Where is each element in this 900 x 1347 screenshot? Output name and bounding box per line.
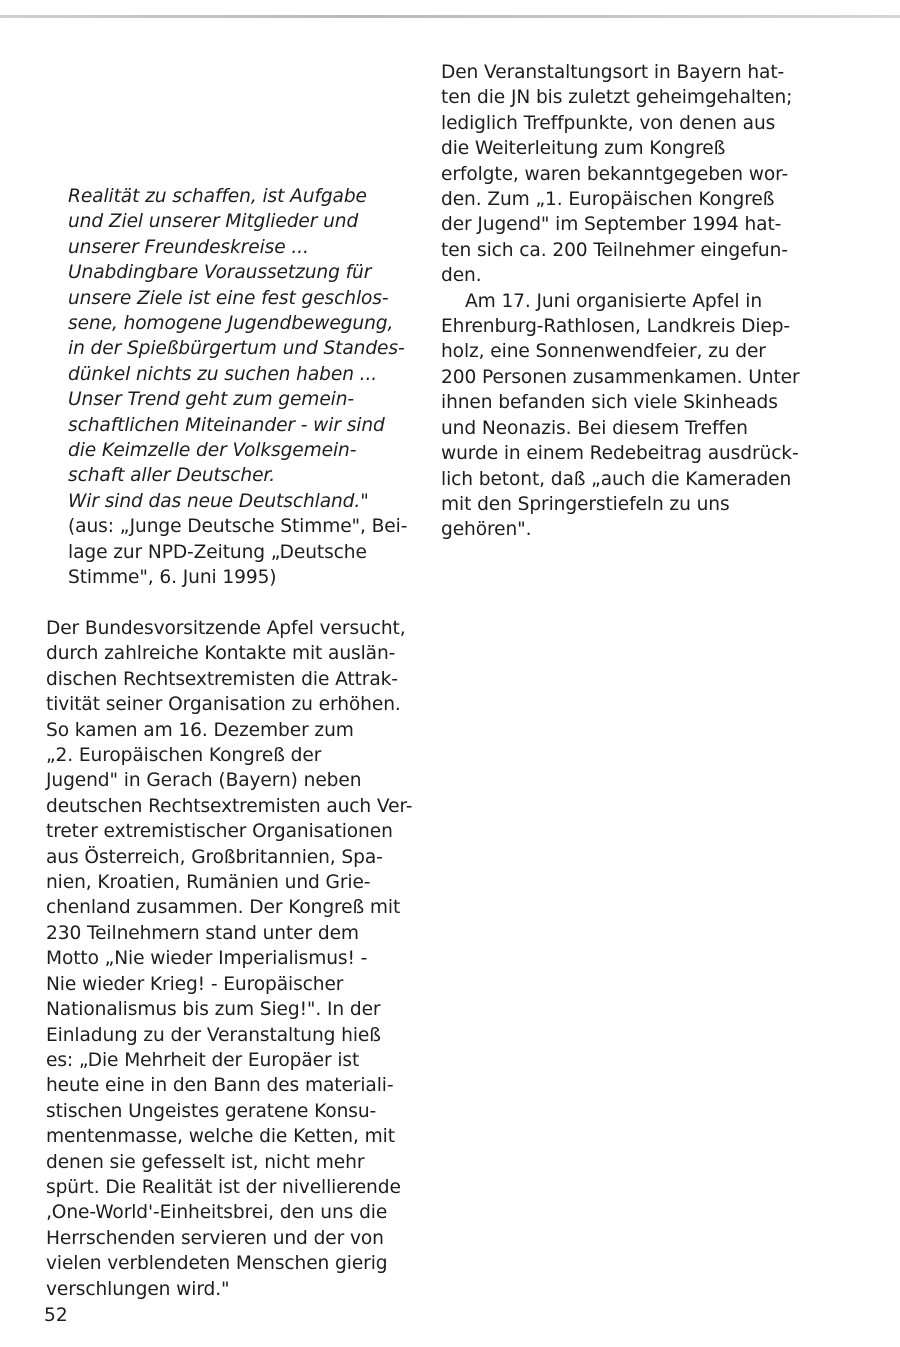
body-line: denen sie gefesselt ist, nicht mehr [46,1151,365,1173]
body-line: 200 Personen zusammenkamen. Unter [441,366,800,388]
body-line: tivität seiner Organisation zu erhöhen. [46,694,401,716]
body-line: den. [441,265,482,287]
body-line: Motto „Nie wieder Imperialismus! - [46,948,368,970]
body-line: mentenmasse, welche die Ketten, mit [46,1126,395,1148]
body-line: So kamen am 16. Dezember zum [46,719,354,741]
quote-line: dünkel nichts zu suchen haben ... [68,363,378,385]
quote-source-line: (aus: „Junge Deutsche Stimme", Bei- [68,516,408,538]
quote-line: Unser Trend geht zum gemein- [68,389,355,411]
quote-source-line: Stimme", 6. Juni 1995) [68,567,277,589]
body-line: und Neonazis. Bei diesem Treffen [441,417,748,439]
body-line: nien, Kroatien, Rumänien und Grie- [46,872,371,894]
body-line: ‚One-World'-Einheitsbrei, den uns die [46,1202,388,1224]
body-line: erfolgte, waren bekanntgegeben wor- [441,163,789,185]
body-line: chenland zusammen. Der Kongreß mit [46,897,401,919]
top-rule [0,15,900,18]
right-column [441,60,801,543]
body-line: aus Österreich, Großbritannien, Spa- [46,846,383,868]
body-line: gehören". [441,519,532,541]
right-paragraph-1 [441,60,801,289]
body-line: Ehrenburg-Rathlosen, Landkreis Diep- [441,316,791,338]
body-line: den. Zum „1. Europäischen Kongreß [441,189,775,211]
body-line: spürt. Die Realität ist der nivellierende [46,1176,401,1198]
body-line: wurde in einem Redebeitrag ausdrück- [441,443,799,465]
left-body-paragraph [46,616,416,1302]
page-number: 52 [44,1305,68,1326]
quote-line: Realität zu schaffen, ist Aufgabe [68,186,367,207]
quote-line: Wir sind das neue Deutschland." [68,490,369,512]
body-line: treter extremistischer Organisationen [46,821,393,843]
body-line: die Weiterleitung zum Kongreß [441,138,726,160]
quote-line: sene, homogene Jugendbewegung, [68,313,394,335]
body-line: deutschen Rechtsextremisten auch Ver- [46,795,413,817]
quote-line: schaft aller Deutscher. [68,465,276,487]
body-line: heute eine in den Bann des materiali- [46,1075,394,1097]
body-line: „2. Europäischen Kongreß der [46,745,322,767]
quote-line: in der Spießbürgertum und Standes- [68,338,405,360]
right-paragraph-2 [441,289,801,543]
body-line: verschlungen wird." [46,1278,230,1300]
quote-block [68,184,408,591]
body-line: Nationalismus bis zum Sieg!". In der [46,999,381,1021]
body-line: holz, eine Sonnenwendfeier, zu der [441,341,766,363]
quote-line: unserer Freundeskreise ... [68,236,309,258]
body-line: 230 Teilnehmern stand unter dem [46,922,359,944]
body-line: lich betont, daß „auch die Kameraden [441,468,792,490]
quote-line: Unabdingbare Voraussetzung für [68,262,372,284]
body-line: dischen Rechtsextremisten die Attrak- [46,668,398,690]
body-line: lediglich Treffpunkte, von denen aus [441,112,776,134]
body-line: Der Bundesvorsitzende Apfel versucht, [46,618,406,639]
quote-line: unsere Ziele ist eine fest geschlos- [68,287,389,309]
quote-line: schaftlichen Miteinander - wir sind [68,414,385,436]
quote-source-line: lage zur NPD-Zeitung „Deutsche [68,541,367,563]
body-line: ihnen befanden sich viele Skinheads [441,392,778,414]
body-line: vielen verblendeten Menschen gierig [46,1253,388,1275]
body-line: Den Veranstaltungsort in Bayern hat- [441,62,785,83]
body-line: ten sich ca. 200 Teilnehmer eingefun- [441,239,788,261]
body-line: stischen Ungeistes geratene Konsu- [46,1100,377,1122]
body-line: ten die JN bis zuletzt geheimgehalten; [441,87,793,109]
body-line: Herrschenden servieren und der von [46,1227,384,1249]
body-line: es: „Die Mehrheit der Europäer ist [46,1049,360,1071]
body-line: Nie wieder Krieg! - Europäischer [46,973,344,995]
body-line: mit den Springerstiefeln zu uns [441,493,730,515]
quote-line: und Ziel unserer Mitglieder und [68,211,359,233]
body-line: Am 17. Juni organisierte Apfel in [465,290,763,312]
body-line: Einladung zu der Veranstaltung hieß [46,1024,381,1046]
body-line: durch zahlreiche Kontakte mit auslän- [46,643,396,665]
body-line: Jugend" in Gerach (Bayern) neben [46,770,362,792]
quote-line: die Keimzelle der Volksgemein- [68,440,357,462]
body-line: der Jugend" im September 1994 hat- [441,214,782,236]
